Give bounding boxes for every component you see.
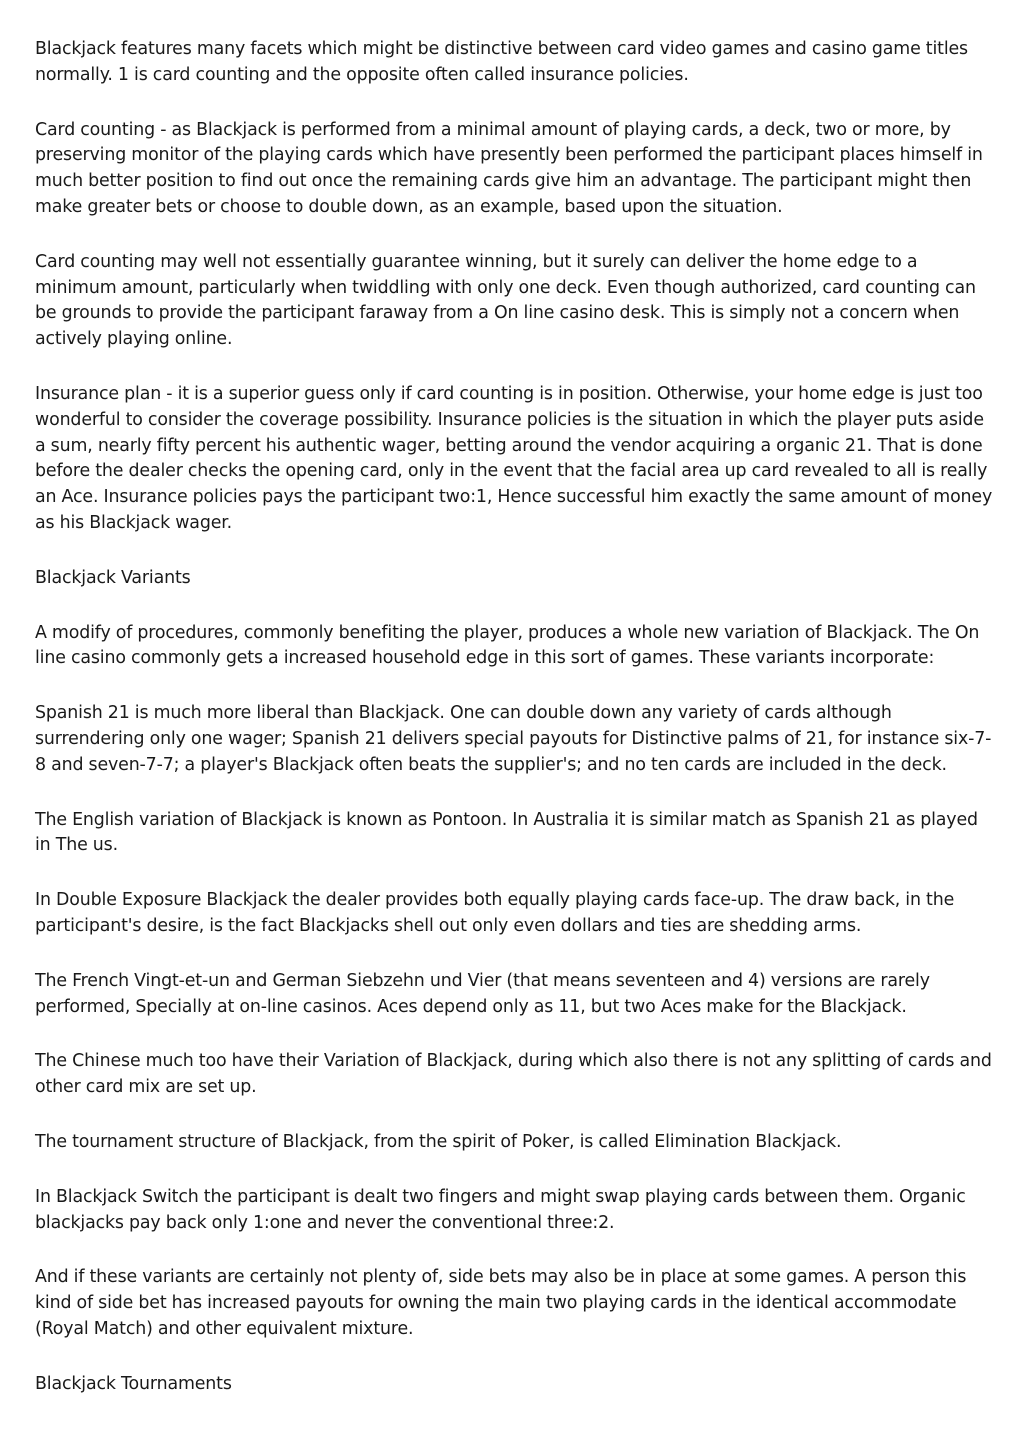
paragraph-spanish-21: Spanish 21 is much more liberal than Blackjack. One can double down any variety of cards although surrendering only one wager; Spanish 21 delivers special payouts for Distinctive palms of 21, for instance six-7-8 and seven-7-7; a player's Blackjack often beats the supplier's; and no ten cards are included in the deck.: [35, 703, 992, 775]
paragraph-card-counting: Card counting - as Blackjack is performed from a minimal amount of playing cards, a deck, two or more, by preserving monitor of the playing cards which have presently been performed the participant places himself in much better position to find out once the remaining cards give him an advantage. The participant might then make greater bets or choose to double down, as an example, based upon the situation.: [35, 119, 983, 217]
paragraph-card-counting-edge: Card counting may well not essentially guarantee winning, but it surely can deliver the home edge to a minimum amount, particularly when twiddling with only one deck. Even though authorized, card counting can be grounds to provide the participant faraway from a On line casino desk. This is simply not a concern when actively playing online.: [35, 251, 976, 350]
paragraph-double-exposure: In Double Exposure Blackjack the dealer provides both equally playing cards face-up. The draw back, in the participant's desire, is the fact Blackjacks shell out only even dollars and ties are shedding arms.: [35, 890, 955, 936]
paragraph-elimination: The tournament structure of Blackjack, from the spirit of Poker, is called Elimination Blackjack.: [35, 1131, 842, 1152]
paragraph-pontoon: The English variation of Blackjack is known as Pontoon. In Australia it is similar match as Spanish 21 as played in The us.: [35, 809, 978, 856]
section-heading-tournaments: Blackjack Tournaments: [35, 1373, 232, 1394]
paragraph-french-german: The French Vingt-et-un and German Siebzehn und Vier (that means seventeen and 4) versions are rarely performed, Specially at on-line casinos. Aces depend only as 11, but two Aces make for the Blackjack.: [35, 970, 930, 1017]
paragraph-insurance: Insurance plan - it is a superior guess only if card counting is in position. Otherwise, your home edge is just too wonderful to consider the coverage possibility. Insurance policies is the situation in which the player puts aside a sum, nearly fifty percent his authentic wager, betting around the vendor acquiring a organic 21. That is done before the dealer checks the opening card, only in the event that the facial area up card revealed to all is really an Ace. Insurance policies pays the participant two:1, Hence successful him exactly the same amount of money as his Blackjack wager.: [35, 383, 993, 533]
paragraph-blackjack-switch: In Blackjack Switch the participant is dealt two fingers and might swap playing cards between them. Organic blackjacks pay back only 1:one and never the conventional three:2.: [35, 1186, 966, 1233]
paragraph-intro: Blackjack features many facets which might be distinctive between card video games and casino game titles normally. 1 is card counting and the opposite often called insurance policies.: [35, 39, 968, 85]
paragraph-side-bets: And if these variants are certainly not plenty of, side bets may also be in place at some games. A person this kind of side bet has increased payouts for owning the main two playing cards in the identical accommodate (Royal Match) and other equivalent mixture.: [35, 1267, 967, 1339]
paragraph-chinese: The Chinese much too have their Variation of Blackjack, during which also there is not any splitting of cards and other card mix are set up.: [35, 1051, 992, 1098]
paragraph-variants-intro: A modify of procedures, commonly benefiting the player, produces a whole new variation of Blackjack. The On line casino commonly gets a increased household edge in this sort of games. These variants incorporate:: [35, 622, 980, 669]
section-heading-variants: Blackjack Variants: [35, 567, 191, 588]
document-body: [35, 37, 995, 1426]
